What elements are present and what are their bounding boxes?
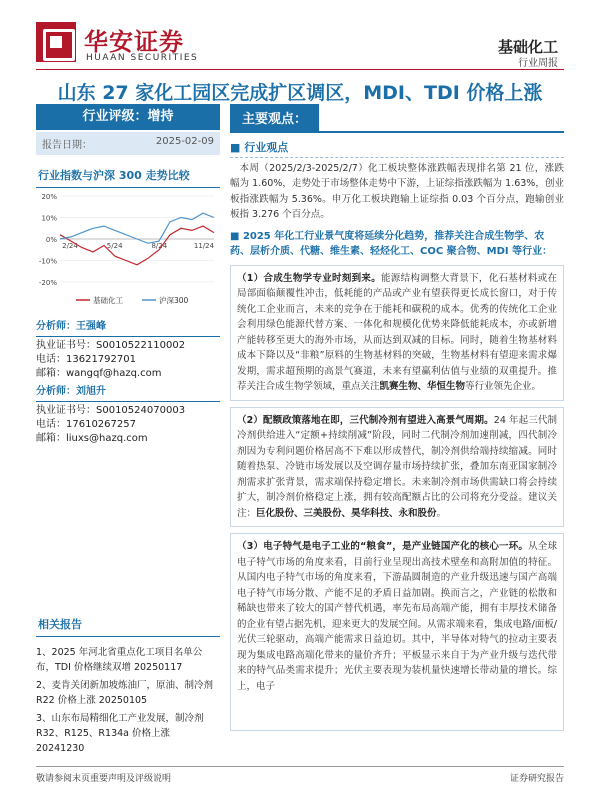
point-highlight: 凯赛生物、华恒生物 (379, 381, 466, 393)
point-text: 从全球电子特气市场的角度来看，目前行业呈现出高技术壁垒和高附加值的特征。从国内电子特气市场的角度来看，下游晶圆制造的产业升级迅速与国产高端电子特气市场分散、产能不足的矛盾日益加剧。换而言之，产业链的松散和稀缺也带来了较大的国产替代机遇，率先布局高端产能，拥有丰厚技术储备的企业有望占据先机，迎来更大的发展空间。从需求端来看，集成电路/面板/光伏三轮驱动，高端产能需求日益迫切。其中，半导体对特气的拉动主要表现为集成电路高端化带来的量价齐升；平板显示来自于为产业升级与迭代带来的特气品类需求提升；光伏主要表现为装机量快速增长带动量的增长。综上，电子 (237, 541, 557, 692)
point-box-1 (230, 265, 564, 401)
point-text: 能源结构调整大背景下，化石基材料或在局部面临颠覆性冲击，低耗能的产品或产业有望获得更长成长窗口，对于传统化工企业而言，未来的竞争在于能耗和碳税的成本。优秀的传统化工企业会利用绿色能源代替方案、一体化和规模化优势来降低能耗成本，亦或新增产能转移至更大的海外市场，从而达到双减的目标。同时，随着生物基材料成本下降以及“非粮”原料的生物基材料的突破，生物基材料有望迎来需求爆发期，需求超预期的高景气赛道，未来有望赢利估值与业绩的双重提升。推荐关注合成生物学领域，重点关注 (237, 272, 557, 393)
chart-legend-label: 基础化工 (93, 296, 123, 305)
analyst-name: 分析师：王强峰 (36, 318, 220, 337)
header-divider (36, 69, 564, 70)
related-report-item[interactable]: 1、2025 年河北省重点化工项目名单公布，TDI 价格继续双增 20250117 (36, 647, 203, 673)
report-date-label: 报告日期： (42, 140, 92, 151)
report-title: 山东 27 家化工园区完成扩区调区，MDI、TDI 价格上涨 (57, 82, 543, 104)
analyst-name: 分析师：刘旭升 (36, 383, 220, 402)
page-footer (36, 766, 564, 784)
chart-x-tick-label: 2/24 (62, 242, 78, 250)
left-sidebar (36, 104, 220, 759)
footer-doc-type: 证券研究报告 (509, 774, 564, 784)
point-lead: （3）电子特气是电子工业的“粮食”，是产业链国产化的核心一环。 (237, 541, 529, 553)
point-tail: 。 (436, 507, 447, 519)
focus-title: ■ 2025 年化工行业景气度将延续分化趋势，推荐关注合成生物学、农药、层析介质、代糖、维生素、轻烃化工、COC 聚合物、MDI 等行业： (230, 230, 553, 257)
point-highlight: 巨化股份、三美股份、昊华科技、永和股份 (256, 507, 437, 519)
point-box-3 (230, 533, 564, 731)
report-date-row (36, 132, 220, 155)
analyst-phone: 电话：13621792701 (36, 354, 136, 365)
chart-y-tick-label: 0% (45, 236, 57, 244)
chart-y-tick-label: -10% (38, 257, 57, 266)
analyst-license: 执业证书号：S0010524070003 (36, 405, 186, 416)
analyst-email[interactable]: 邮箱：wangqf@hazq.com (36, 368, 162, 379)
main-points-label: 主要观点： (230, 104, 319, 131)
point-lead: （1）合成生物学专业时刻到来。 (237, 272, 381, 284)
analyst-block-1 (36, 318, 220, 381)
huaan-logo-icon (36, 22, 76, 62)
footer-disclaimer[interactable]: 敬请参阅末页重要声明及评级说明 (36, 774, 172, 784)
chart-x-tick-label: 11/24 (193, 242, 215, 250)
industry-rating: 行业评级：增持 (36, 104, 220, 130)
related-reports-list (36, 645, 220, 756)
chart-y-tick-label: -20% (38, 279, 57, 287)
related-report-item[interactable]: 3、山东布局精细化工产业发展，制冷剂 R32、R125、R134a 价格上涨 20241230 (36, 713, 204, 754)
analyst-phone: 电话：17610267257 (36, 419, 136, 430)
chart-legend-label: 沪深300 (159, 296, 189, 305)
focus-title-text: 2025 年化工行业景气度将延续分化趋势，推荐关注合成生物学、农药、层析介质、代糖、维生素、轻烃化工、COC 聚合物、MDI 等行业： (230, 230, 553, 257)
related-reports-title: 相关报告 (36, 614, 220, 637)
report-type: 行业周报 (518, 58, 558, 69)
report-date-value: 2025-02-09 (155, 136, 214, 147)
chart-x-tick-label: 5/24 (106, 242, 123, 250)
viewpoint-title: ■ 行业观点 (230, 139, 564, 158)
main-content (230, 104, 564, 731)
point-lead: （2）配额政策落地在即，三代制冷剂有望进入高景气周期。 (237, 414, 494, 426)
chart-svg (36, 190, 220, 310)
brand-name-en: HUAAN SECURITIES (86, 53, 199, 63)
analyst-email[interactable]: 邮箱：liuxs@hazq.com (36, 433, 148, 444)
point-box-2 (230, 407, 564, 528)
analyst-license: 执业证书号：S0010522110002 (36, 340, 186, 351)
brand-name: 华安证券 (84, 27, 184, 56)
analyst-block-2 (36, 383, 220, 446)
point-text: 24 年起三代制冷剂供给进入“定额+持续削减”阶段，同时二代制冷剂加速削减，四代制冷剂因为专利问题价格居高不下难以形成替代，制冷剂供给端持续缩减。同时随着热泵、冷链市场发展以及空调存量市场持续扩张，叠加东南亚国家制冷剂需求扩张背景，需求端保持稳定增长。未来制冷剂市场供需缺口将会持续扩大，制冷剂价格稳定上涨，拥有较高配额占比的公司将充分受益。建议关注： (237, 414, 557, 519)
main-points-header (230, 104, 564, 133)
related-report-item[interactable]: 2、麦肯关闭新加坡炼油厂，原油、制冷剂 R22 价格上涨 20250105 (36, 680, 214, 706)
viewpoint-text: 本周（2025/2/3-2025/2/7）化工板块整体涨跌幅表现排名第 21 位，涨跌幅为 1.60%，走势处于市场整体走势中下游，上证综指涨跌幅为 1.63%，创业板指涨跌幅为 5.36%。申万化工板块跑输上证综指 0.03 个百分点，跑输创业板指 3.276 个百分点。 (230, 163, 564, 221)
industry-category: 基础化工 (497, 38, 558, 56)
point-tail: 等行业领先企业。 (465, 381, 542, 393)
index-comparison-chart (36, 190, 220, 310)
chart-y-tick-label: 20% (41, 193, 57, 201)
chart-title: 行业指数与沪深 300 走势比较 (36, 165, 220, 188)
chart-x-tick-label: 8/24 (151, 242, 168, 250)
viewpoint-title-text: 行业观点 (244, 141, 289, 154)
chart-y-tick-label: 10% (41, 214, 57, 223)
